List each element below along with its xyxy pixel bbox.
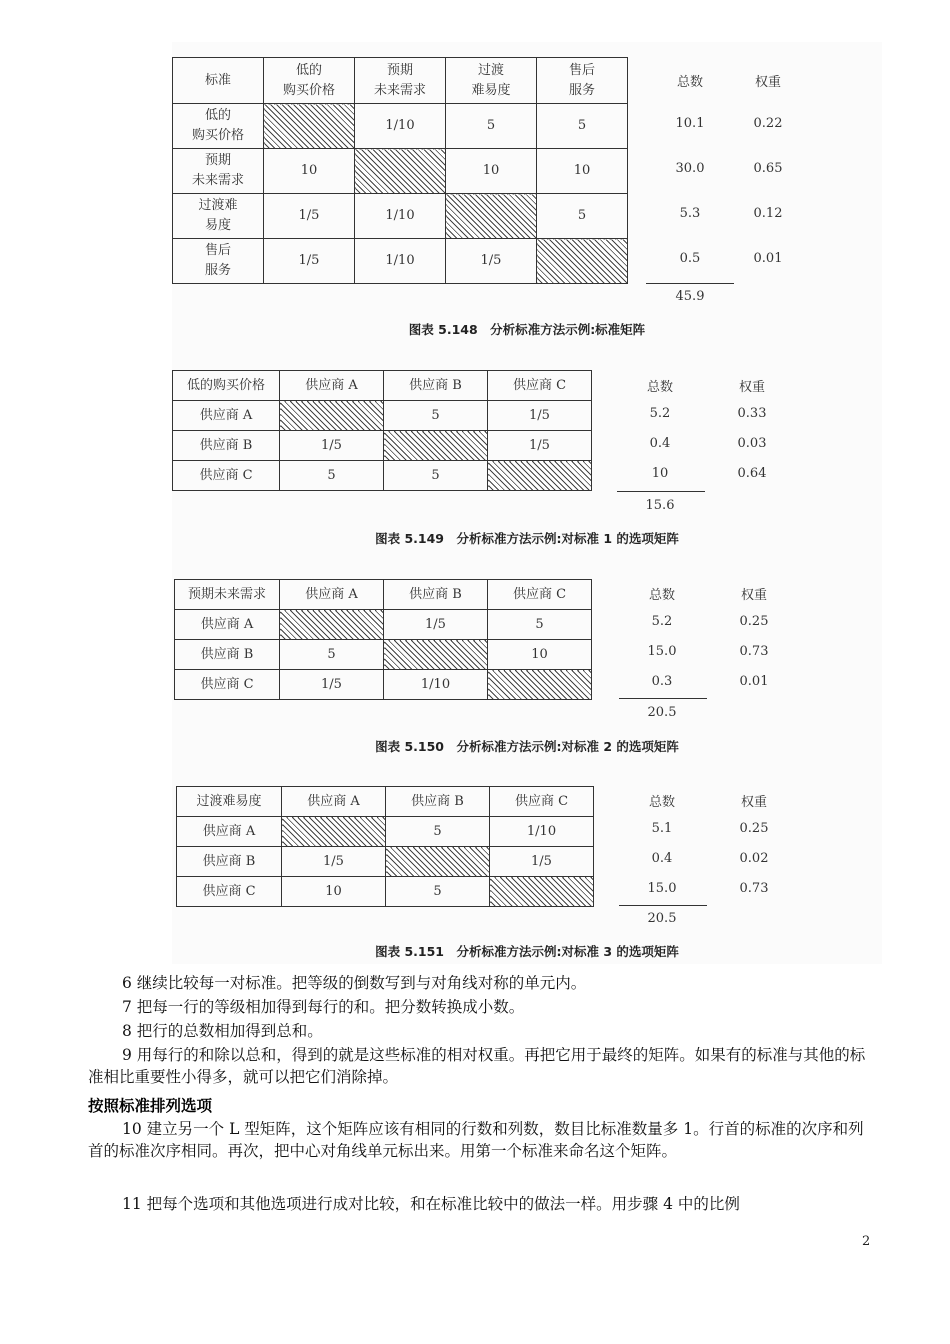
diagonal-cell xyxy=(282,817,386,847)
row-weight: 0.65 xyxy=(753,161,783,176)
matrix-cell: 5 xyxy=(488,610,592,640)
row-header: 供应商 C xyxy=(175,670,280,700)
row-header: 供应商 A xyxy=(177,817,282,847)
paragraph-step-11: 11 把每个选项和其他选项进行成对比较，和在标准比较中的做法一样。用步骤 4 中的比例 xyxy=(122,1195,740,1213)
matrix-cell: 5 xyxy=(537,104,628,149)
matrix-corner: 低的购买价格 xyxy=(173,371,280,401)
matrix-corner: 预期未来需求 xyxy=(175,580,280,610)
row-total: 5.1 xyxy=(651,821,673,836)
matrix-cell: 1/5 xyxy=(488,401,592,431)
option-matrix-table xyxy=(174,579,592,700)
total-header: 总数 xyxy=(648,795,675,810)
col-header: 过渡 难易度 xyxy=(446,58,537,104)
matrix-cell: 10 xyxy=(446,149,537,194)
matrix-cell: 1/10 xyxy=(355,239,446,284)
matrix-cell: 10 xyxy=(264,149,355,194)
weight-header: 权重 xyxy=(754,75,781,90)
sum-rule xyxy=(619,698,707,699)
row-header: 供应商 A xyxy=(175,610,280,640)
diagonal-cell xyxy=(490,877,594,907)
row-weight: 0.25 xyxy=(739,614,769,629)
matrix-cell: 5 xyxy=(280,461,384,491)
row-total: 5.2 xyxy=(649,406,671,421)
figure-caption: 图表 5.150 分析标准方法示例:对标准 2 的选项矩阵 xyxy=(375,739,679,754)
matrix-cell: 1/5 xyxy=(282,847,386,877)
weight-header: 权重 xyxy=(740,795,767,810)
row-weight: 0.22 xyxy=(753,116,783,131)
row-weight: 0.02 xyxy=(739,851,769,866)
paragraph-step-10: 10 建立另一个 L 型矩阵，这个矩阵应该有相同的行数和列数，数目比标准数量多 1。行首的标准的次序和列首的标准次序相同。再次，把中心对角线单元标出来。用第一个标准来命名这个矩阵。 xyxy=(88,1120,864,1160)
col-header: 供应商 A xyxy=(280,371,384,401)
paragraph-step-7: 7 把每一行的等级相加得到每行的和。把分数转换成小数。 xyxy=(122,998,525,1016)
row-weight: 0.33 xyxy=(737,406,767,421)
diagonal-cell xyxy=(488,670,592,700)
matrix-cell: 10 xyxy=(537,149,628,194)
diagonal-cell xyxy=(264,104,355,149)
row-weight: 0.03 xyxy=(737,436,767,451)
row-header: 供应商 C xyxy=(173,461,280,491)
grand-total: 45.9 xyxy=(675,289,705,304)
diagonal-cell xyxy=(386,847,490,877)
grand-total: 20.5 xyxy=(647,911,677,926)
col-header: 供应商 B xyxy=(386,787,490,817)
row-header: 售后 服务 xyxy=(173,239,264,284)
matrix-cell: 5 xyxy=(446,104,537,149)
sum-rule xyxy=(617,491,705,492)
figure-caption: 图表 5.149 分析标准方法示例:对标准 1 的选项矩阵 xyxy=(375,531,679,546)
paragraph-step-8: 8 把行的总数相加得到总和。 xyxy=(122,1022,323,1040)
row-total: 30.0 xyxy=(675,161,705,176)
col-header: 供应商 C xyxy=(488,371,592,401)
paragraph-step-6: 6 继续比较每一对标准。把等级的倒数写到与对角线对称的单元内。 xyxy=(122,974,587,992)
matrix-corner: 过渡难易度 xyxy=(177,787,282,817)
col-header: 供应商 B xyxy=(384,580,488,610)
matrix-cell: 1/5 xyxy=(264,194,355,239)
grand-total: 20.5 xyxy=(647,705,677,720)
diagonal-cell xyxy=(355,149,446,194)
matrix-cell: 5 xyxy=(537,194,628,239)
matrix-cell: 1/5 xyxy=(280,431,384,461)
matrix-cell: 1/10 xyxy=(355,104,446,149)
grand-total: 15.6 xyxy=(645,498,675,513)
matrix-cell: 5 xyxy=(384,461,488,491)
weight-header: 权重 xyxy=(740,588,767,603)
row-total: 0.3 xyxy=(651,674,673,689)
row-weight: 0.64 xyxy=(737,466,767,481)
diagonal-cell xyxy=(488,461,592,491)
row-weight: 0.73 xyxy=(739,644,769,659)
matrix-cell: 10 xyxy=(282,877,386,907)
diagonal-cell xyxy=(384,431,488,461)
row-header: 供应商 A xyxy=(173,401,280,431)
total-header: 总数 xyxy=(646,380,673,395)
row-weight: 0.73 xyxy=(739,881,769,896)
row-total: 5.3 xyxy=(679,206,701,221)
col-header: 售后 服务 xyxy=(537,58,628,104)
page-number: 2 xyxy=(862,1234,871,1249)
paragraph-step-9: 9 用每行的和除以总和，得到的就是这些标准的相对权重。再把它用于最终的矩阵。如果有的标准与其他的标准相比重要性小得多，就可以把它们消除掉。 xyxy=(88,1046,866,1086)
matrix-cell: 5 xyxy=(386,877,490,907)
section-heading: 按照标准排列选项 xyxy=(88,1097,213,1115)
row-weight: 0.01 xyxy=(739,674,769,689)
row-total: 15.0 xyxy=(647,881,677,896)
matrix-cell: 1/5 xyxy=(446,239,537,284)
sum-rule xyxy=(619,905,707,906)
matrix-cell: 5 xyxy=(384,401,488,431)
col-header: 供应商 B xyxy=(384,371,488,401)
matrix-cell: 5 xyxy=(386,817,490,847)
row-weight: 0.25 xyxy=(739,821,769,836)
matrix-cell: 10 xyxy=(488,640,592,670)
sum-rule xyxy=(646,283,734,284)
row-header: 低的 购买价格 xyxy=(173,104,264,149)
option-matrix-table xyxy=(176,786,594,907)
matrix-cell: 1/5 xyxy=(264,239,355,284)
col-header: 供应商 C xyxy=(490,787,594,817)
diagonal-cell xyxy=(537,239,628,284)
row-header: 供应商 B xyxy=(175,640,280,670)
row-weight: 0.01 xyxy=(753,251,783,266)
matrix-cell: 5 xyxy=(280,640,384,670)
row-total: 0.4 xyxy=(651,851,673,866)
figure-caption: 图表 5.151 分析标准方法示例:对标准 3 的选项矩阵 xyxy=(375,944,679,959)
diagonal-cell xyxy=(280,401,384,431)
row-total: 0.5 xyxy=(679,251,701,266)
matrix-cell: 1/5 xyxy=(488,431,592,461)
col-header: 低的 购买价格 xyxy=(264,58,355,104)
row-total: 10.1 xyxy=(675,116,705,131)
row-header: 供应商 C xyxy=(177,877,282,907)
criteria-matrix-table xyxy=(172,57,628,284)
row-header: 预期 未来需求 xyxy=(173,149,264,194)
row-header: 过渡难 易度 xyxy=(173,194,264,239)
col-header: 预期 未来需求 xyxy=(355,58,446,104)
matrix-cell: 1/10 xyxy=(490,817,594,847)
row-total: 15.0 xyxy=(647,644,677,659)
diagonal-cell xyxy=(280,610,384,640)
row-total: 10 xyxy=(651,466,669,481)
matrix-cell: 1/10 xyxy=(355,194,446,239)
matrix-cell: 1/5 xyxy=(490,847,594,877)
figure-caption: 图表 5.148 分析标准方法示例:标准矩阵 xyxy=(408,322,646,337)
col-header: 供应商 A xyxy=(280,580,384,610)
option-matrix-table xyxy=(172,370,592,491)
row-header: 供应商 B xyxy=(173,431,280,461)
matrix-cell: 1/5 xyxy=(384,610,488,640)
row-total: 0.4 xyxy=(649,436,671,451)
diagonal-cell xyxy=(384,640,488,670)
row-header: 供应商 B xyxy=(177,847,282,877)
row-weight: 0.12 xyxy=(753,206,783,221)
diagonal-cell xyxy=(446,194,537,239)
total-header: 总数 xyxy=(648,588,675,603)
weight-header: 权重 xyxy=(738,380,765,395)
matrix-corner: 标准 xyxy=(173,58,264,104)
total-header: 总数 xyxy=(676,75,703,90)
matrix-cell: 1/5 xyxy=(280,670,384,700)
matrix-cell: 1/10 xyxy=(384,670,488,700)
col-header: 供应商 C xyxy=(488,580,592,610)
row-total: 5.2 xyxy=(651,614,673,629)
col-header: 供应商 A xyxy=(282,787,386,817)
